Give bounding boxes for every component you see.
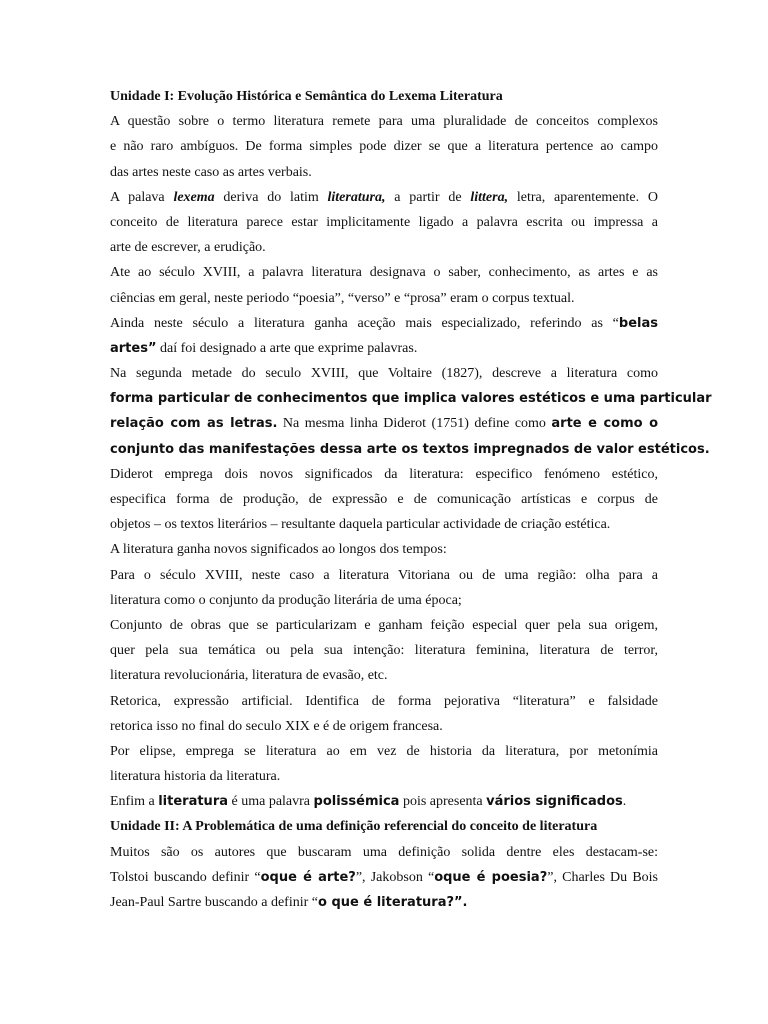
paragraph-line — [110, 411, 658, 436]
paragraph-line: Diderot emprega dois novos significados da literatura: especifico fenómeno estético, — [110, 466, 658, 482]
paragraph-line: Ate ao século XVIII, a palavra literatura designava o saber, conhecimento, as artes e as — [110, 265, 658, 281]
text-run: ” — [355, 869, 363, 885]
text-run: deriva do latim — [214, 189, 328, 205]
paragraph-line: Conjunto de obras que se particularizam e ganham feição especial quer pela sua origem, — [110, 617, 658, 633]
bold-run: arte e como o — [551, 416, 658, 432]
paragraph-line: Na segunda metade do seculo XVIII, que Voltaire (1827), descreve a literatura como — [110, 366, 658, 382]
paragraph-line: literatura como o conjunto da produção literária de uma época; — [110, 592, 462, 608]
term-lexema: lexema — [173, 189, 215, 205]
paragraph-line: Muitos são os autores que buscaram uma definição solida dentre eles destacam-se: — [110, 844, 658, 860]
text-run: a partir de — [385, 189, 471, 205]
paragraph-line: e não raro ambíguos. De forma simples pode dizer se que a literatura pertence ao campo — [110, 139, 658, 155]
bold-run: ”. — [454, 895, 468, 910]
paragraph-line: Por elipse, emprega se literatura ao em vez de historia da literatura, por metonímia — [110, 743, 658, 759]
paragraph-line: A literatura ganha novos significados ao longos dos tempos: — [110, 542, 447, 558]
text-run: letra, aparentemente. O — [508, 189, 659, 205]
text-run: Tolstoi buscando definir “ — [110, 869, 261, 885]
paragraph-line: retorica isso no final do seculo XIX e é de origem francesa. — [110, 718, 443, 734]
bold-run: o que é literatura? — [317, 895, 455, 910]
paragraph-line-bold: conjunto das manifestações dessa arte os textos impregnados de valor estéticos. — [110, 441, 710, 457]
bold-run: oque é arte? — [260, 869, 356, 885]
text-run: pois apresenta — [399, 794, 487, 810]
paragraph-line: Para o século XVIII, neste caso a literatura Vitoriana ou de uma região: olha para a — [110, 567, 658, 583]
text-run: ”, Charles Du Bois — [547, 869, 658, 885]
text-run: Na mesma linha Diderot (1751) define como — [277, 416, 552, 432]
text-run: . — [622, 794, 627, 810]
text-run: Enfim a — [110, 794, 159, 810]
bold-run: literatura — [158, 794, 228, 810]
term-artes: artes” — [110, 340, 157, 356]
paragraph-line: literatura historia da literatura. — [110, 769, 281, 785]
paragraph-line — [110, 336, 658, 361]
paragraph-line: quer pela sua temática ou pela sua intenção: literatura feminina, literatura de terror, — [110, 643, 658, 659]
paragraph-line — [110, 185, 658, 210]
term-littera: littera, — [470, 189, 509, 205]
paragraph-line: Retorica, expressão artificial. Identifica de forma pejorativa “literatura” e falsidade — [110, 693, 658, 709]
paragraph-line: especifica forma de produção, de expressão e de comunicação artísticas e corpus de — [110, 492, 658, 507]
paragraph-line: objetos – os textos literários – resultante daquela particular actividade de criação estética. — [110, 517, 611, 533]
paragraph-line: conceito de literatura parece estar implicitamente ligado a palavra escrita ou impressa a — [110, 214, 658, 230]
paragraph-line: literatura revolucionária, literatura de evasão, etc. — [110, 668, 388, 684]
paragraph-line-bold: forma particular de conhecimentos que implica valores estéticos e uma particular — [110, 391, 712, 407]
bold-run: vários significados — [486, 794, 623, 810]
bold-run: polissémica — [313, 794, 400, 810]
term-literatura: literatura, — [327, 189, 386, 205]
text-run: , Jakobson “ — [362, 869, 435, 885]
paragraph-line — [110, 789, 658, 814]
text-run: A palava — [110, 189, 174, 205]
paragraph-line — [110, 890, 658, 915]
bold-run: relação com as letras. — [110, 416, 278, 432]
paragraph-line: das artes neste caso as artes verbais. — [110, 164, 312, 180]
paragraph-line — [110, 865, 658, 890]
term-belas: belas — [618, 315, 658, 331]
text-run: Ainda neste século a literatura ganha aceção mais especializado, referindo as “ — [110, 315, 619, 331]
unit-2-heading: Unidade II: A Problemática de uma definição referencial do conceito de literatura — [110, 819, 598, 835]
text-run: Jean-Paul Sartre buscando a definir “ — [110, 895, 318, 910]
paragraph-line — [110, 311, 658, 336]
text-run: daí foi designado a arte que exprime palavras. — [156, 340, 418, 356]
document-body — [110, 84, 712, 915]
paragraph-line: A questão sobre o termo literatura remete para uma pluralidade de conceitos complexos — [110, 114, 658, 130]
bold-run: oque é poesia? — [434, 869, 548, 885]
text-run: é uma palavra — [228, 794, 314, 810]
paragraph-line: ciências em geral, neste periodo “poesia”, “verso” e “prosa” eram o corpus textual. — [110, 290, 575, 306]
paragraph-line: arte de escrever, a erudição. — [110, 240, 266, 256]
unit-1-heading: Unidade I: Evolução Histórica e Semântica do Lexema Literatura — [110, 89, 503, 104]
